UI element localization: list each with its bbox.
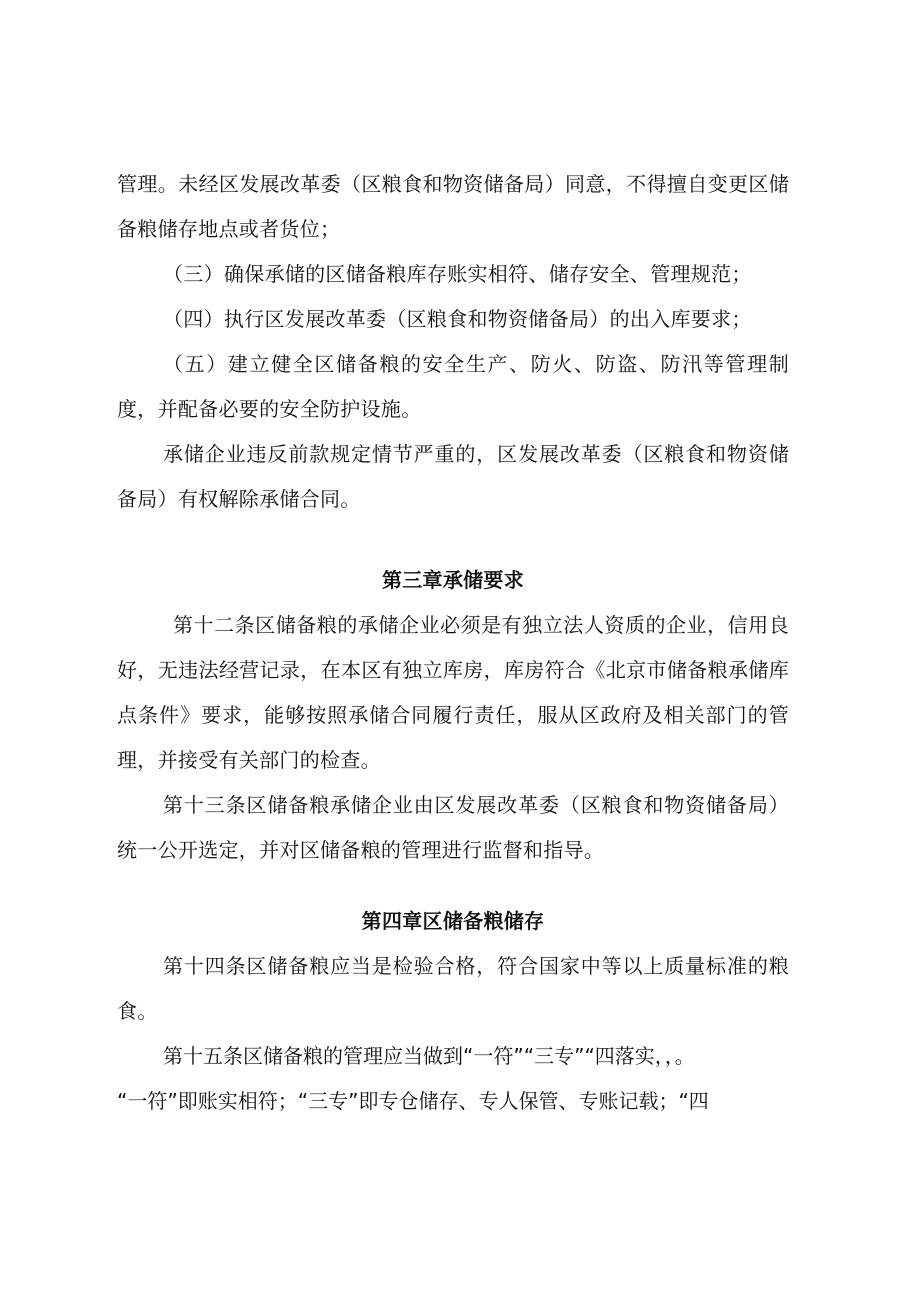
chapter-4-heading: 第四章区储备粮储存 — [361, 909, 545, 933]
article-13: 第十三条区储备粮承储企业由区发展改革委（区粮食和物资储备局）统一公开选定，并对区储备粮的管理进行监督和指导。 — [117, 793, 789, 862]
document-body — [117, 162, 789, 1124]
paragraph-continuation: 管理。未经区发展改革委（区粮食和物资储备局）同意，不得擅自变更区储备粮储存地点或者货位； — [117, 172, 789, 241]
paragraph-item-3: （三）确保承储的区储备粮库存账实相符、储存安全、管理规范； — [163, 262, 752, 286]
article-12: 第十二条区储备粮的承储企业必须是有独立法人资质的企业，信用良好，无违法经营记录，在本区有独立库房，库房符合《北京市储备粮承储库点条件》要求，能够按照承储合同履行责任，服从区政府及相关部门的管理，并接受有关部门的检查。 — [117, 613, 789, 772]
article-15-line-1: 第十五条区储备粮的管理应当做到“一符”“三专”“四落实，，。 — [163, 1044, 695, 1068]
paragraph-violation: 承储企业违反前款规定情节严重的，区发展改革委（区粮食和物资储备局）有权解除承储合同。 — [117, 442, 789, 511]
paragraph-item-4: （四）执行区发展改革委（区粮食和物资储备局）的出入库要求； — [163, 307, 752, 331]
paragraph-item-5: （五）建立健全区储备粮的安全生产、防火、防盗、防汛等管理制度，并配备必要的安全防护设施。 — [117, 352, 789, 421]
chapter-3-heading: 第三章承储要求 — [381, 568, 525, 592]
article-14: 第十四条区储备粮应当是检验合格，符合国家中等以上质量标准的粮食。 — [117, 954, 789, 1023]
article-15-line-2: “一符”即账实相符；“三专”即专仓储存、专人保管、专账记载；“四 — [117, 1089, 709, 1113]
